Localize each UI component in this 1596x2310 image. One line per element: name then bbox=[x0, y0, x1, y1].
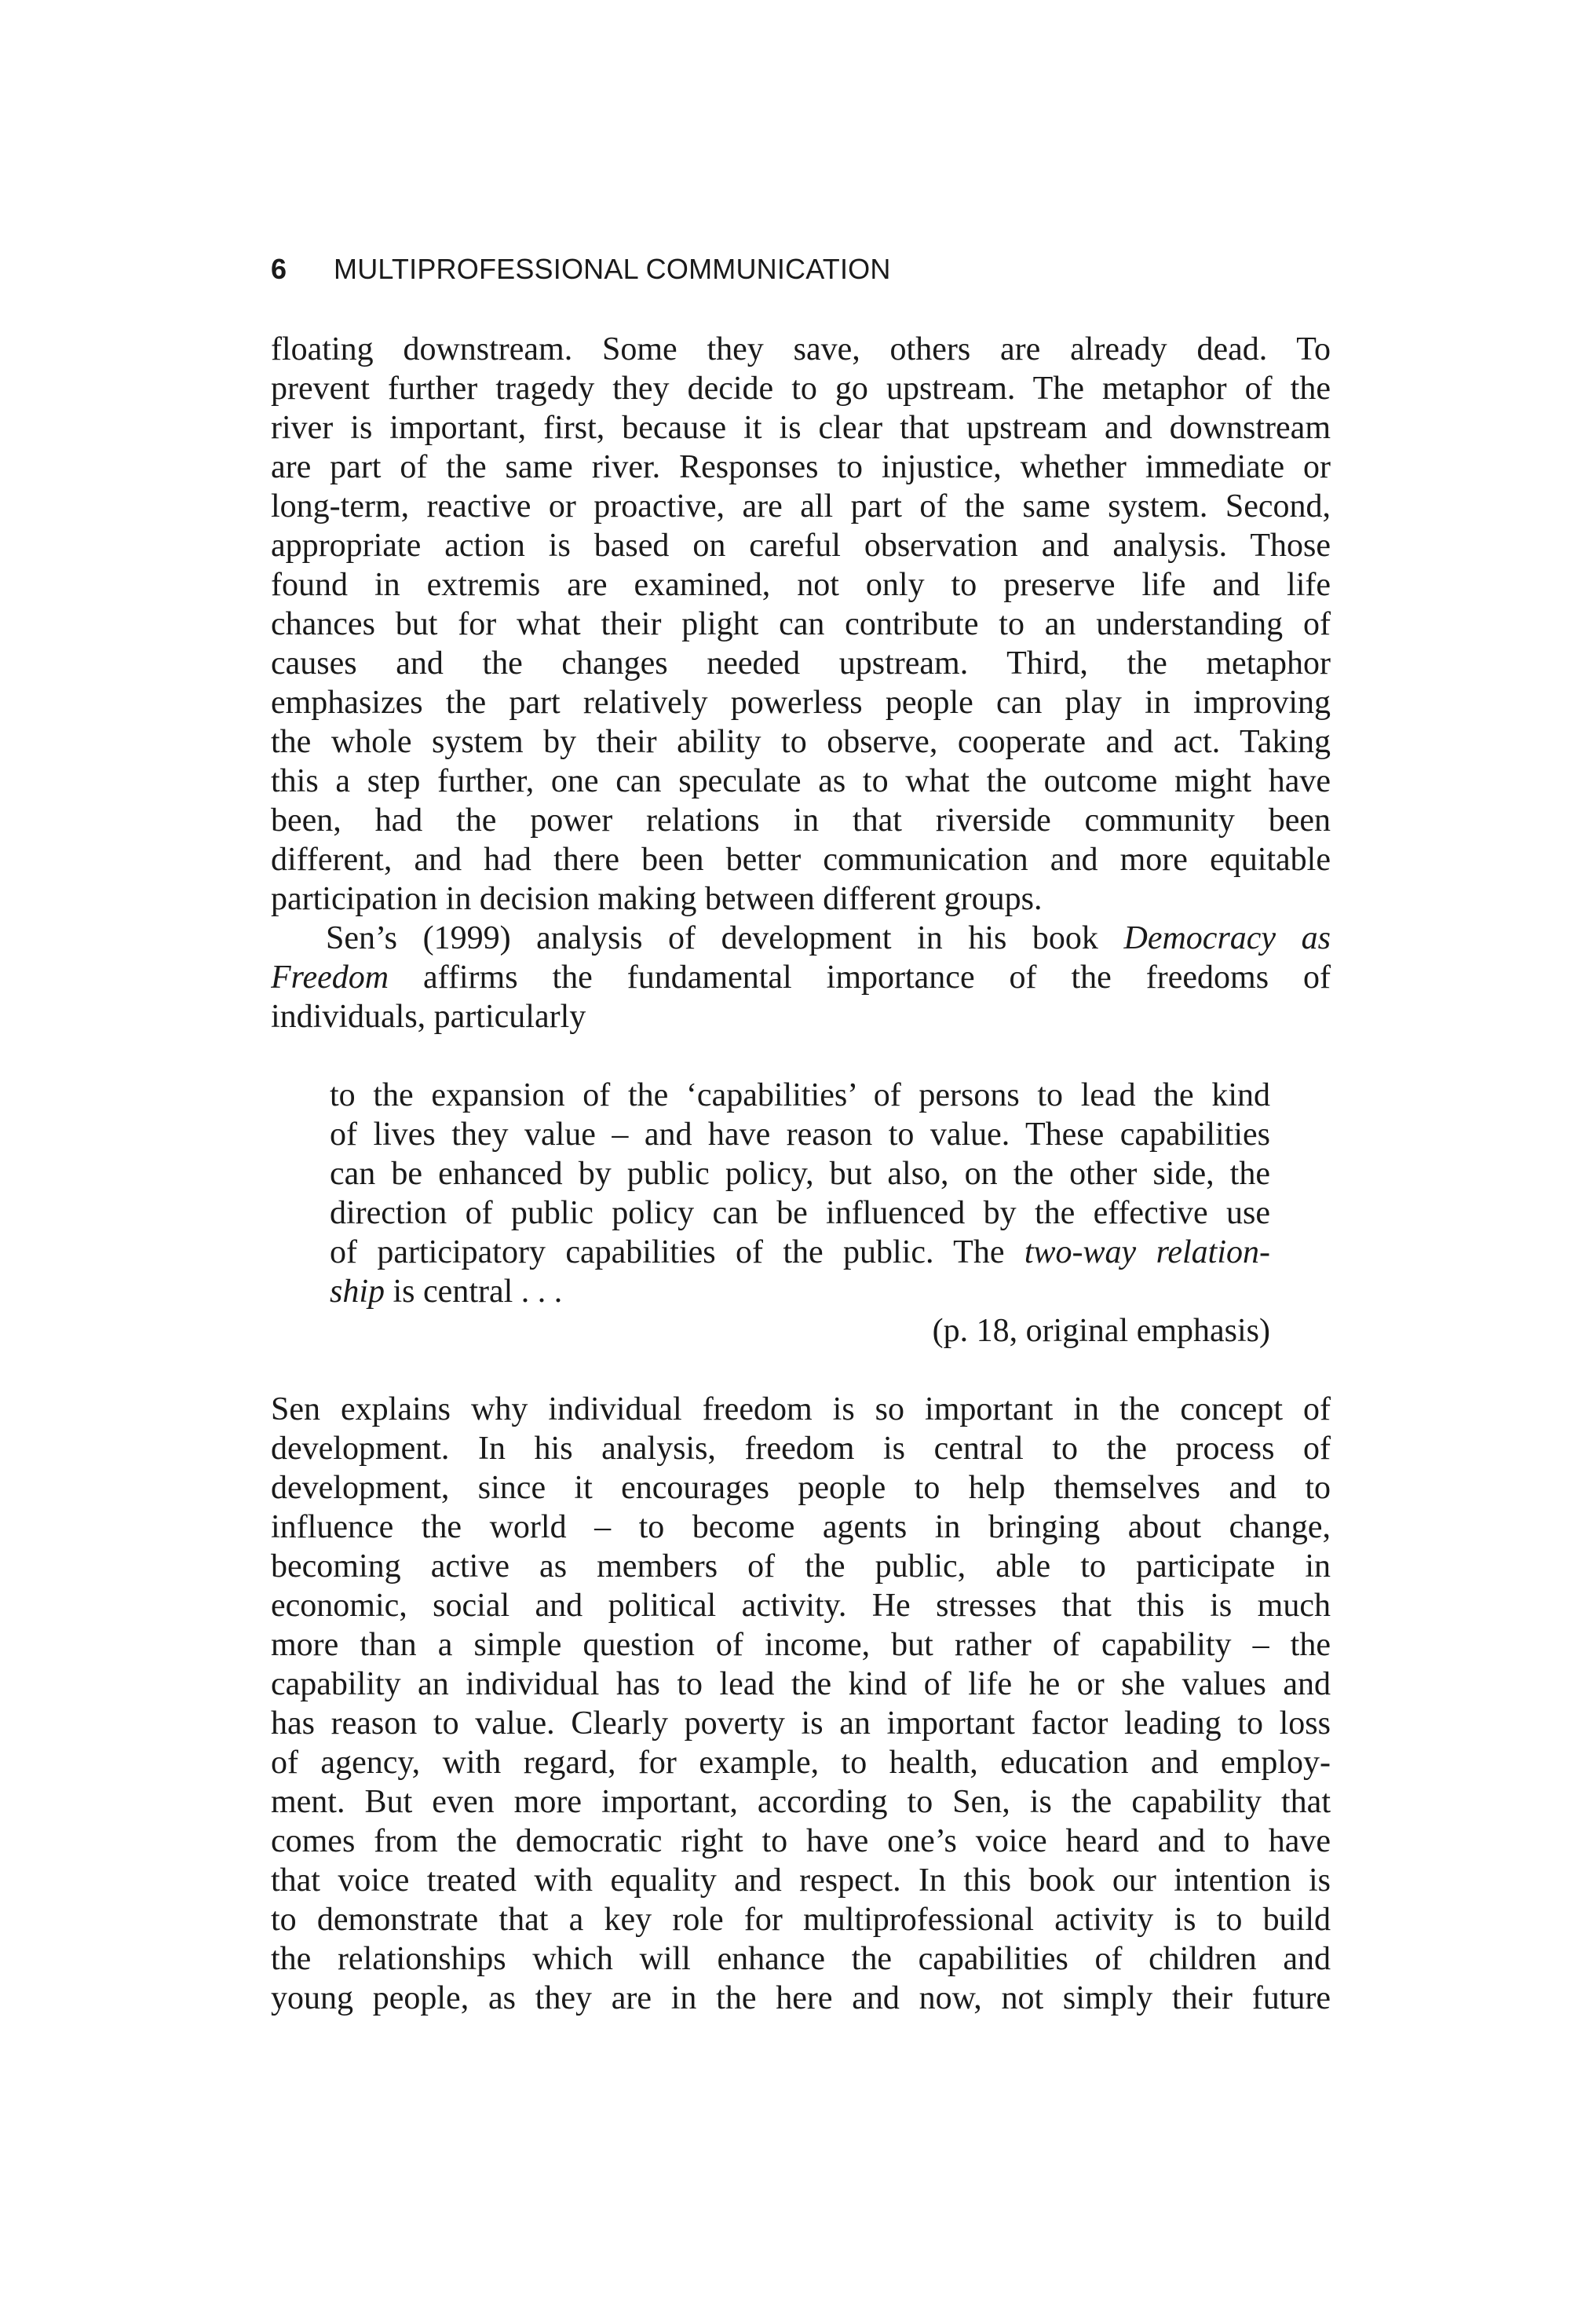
quote-line: of lives they value – and have reason to value. These capabilities bbox=[330, 1117, 1270, 1153]
text-line: to demonstrate that a key role for multiprofessional activity is to build bbox=[271, 1902, 1331, 1938]
body-text-bottom bbox=[271, 1390, 1331, 2018]
block-quote bbox=[330, 1076, 1270, 1351]
text-line: influence the world – to become agents in bringing about change, bbox=[271, 1509, 1331, 1545]
text-run: Sen’s (1999) analysis of development in his book bbox=[326, 920, 1124, 956]
text-line: different, and had there been better communication and more equitable bbox=[271, 842, 1331, 878]
emphasis: two-way relation- bbox=[1024, 1234, 1270, 1270]
text-line: participation in decision making between different groups. bbox=[271, 881, 1043, 917]
emphasis: ship bbox=[330, 1274, 385, 1310]
text-line: comes from the democratic right to have one’s voice heard and to have bbox=[271, 1823, 1331, 1859]
text-run: affirms the fundamental importance of the freedoms of bbox=[389, 959, 1331, 996]
text-line: long-term, reactive or proactive, are all part of the same system. Second, bbox=[271, 488, 1331, 525]
paragraph-sen-intro bbox=[271, 919, 1331, 1036]
body-text-top bbox=[271, 330, 1331, 1036]
text-run: is central . . . bbox=[385, 1274, 563, 1310]
text-line: prevent further tragedy they decide to go upstream. The metaphor of the bbox=[271, 371, 1331, 407]
text-line: economic, social and political activity. He stresses that this is much bbox=[271, 1588, 1331, 1624]
text-line: causes and the changes needed upstream. Third, the metaphor bbox=[271, 645, 1331, 682]
text-line: has reason to value. Clearly poverty is an important factor leading to loss bbox=[271, 1705, 1331, 1742]
text-line: development, since it encourages people to help themselves and to bbox=[271, 1470, 1331, 1506]
quote-line: direction of public policy can be influenced by the effective use bbox=[330, 1195, 1270, 1231]
quote-line: to the expansion of the ‘capabilities’ of persons to lead the kind bbox=[330, 1077, 1270, 1113]
text-line: chances but for what their plight can contribute to an understanding of bbox=[271, 606, 1331, 642]
text-line: river is important, first, because it is clear that upstream and downstream bbox=[271, 410, 1331, 446]
text-line: becoming active as members of the public, able to participate in bbox=[271, 1548, 1331, 1584]
text-line: the whole system by their ability to observe, cooperate and act. Taking bbox=[271, 724, 1331, 760]
text-line: been, had the power relations in that riverside community been bbox=[271, 802, 1331, 839]
running-title: MULTIPROFESSIONAL COMMUNICATION bbox=[334, 253, 891, 285]
book-title-part: Freedom bbox=[271, 959, 389, 996]
text-line: appropriate action is based on careful observation and analysis. Those bbox=[271, 528, 1331, 564]
quote-line bbox=[330, 1233, 1270, 1272]
text-line: ment. But even more important, according to Sen, is the capability that bbox=[271, 1784, 1331, 1820]
quote-citation: (p. 18, original emphasis) bbox=[932, 1313, 1270, 1349]
text-line bbox=[271, 958, 1331, 997]
text-line: individuals, particularly bbox=[271, 999, 586, 1035]
text-line: of agency, with regard, for example, to health, education and employ- bbox=[271, 1745, 1331, 1781]
text-line: more than a simple question of income, but rather of capability – the bbox=[271, 1627, 1331, 1663]
text-line: emphasizes the part relatively powerless people can play in improving bbox=[271, 685, 1331, 721]
quote-line bbox=[330, 1272, 1270, 1311]
text-line: that voice treated with equality and respect. In this book our intention is bbox=[271, 1862, 1331, 1899]
text-line: are part of the same river. Responses to injustice, whether immediate or bbox=[271, 449, 1331, 485]
text-line bbox=[271, 919, 1331, 958]
paragraph-river-metaphor bbox=[271, 330, 1331, 919]
text-line: this a step further, one can speculate as to what the outcome might have bbox=[271, 763, 1331, 799]
book-title-part: Democracy as bbox=[1123, 920, 1331, 956]
paragraph-sen-explains bbox=[271, 1390, 1331, 2018]
text-line: the relationships which will enhance the capabilities of children and bbox=[271, 1941, 1331, 1977]
text-line: capability an individual has to lead the kind of life he or she values and bbox=[271, 1666, 1331, 1702]
text-line: floating downstream. Some they save, others are already dead. To bbox=[271, 331, 1331, 367]
text-line: young people, as they are in the here and now, not simply their future bbox=[271, 1980, 1331, 2016]
text-line: found in extremis are examined, not only to preserve life and life bbox=[271, 567, 1331, 603]
quote-line: can be enhanced by public policy, but also, on the other side, the bbox=[330, 1156, 1270, 1192]
text-line: development. In his analysis, freedom is central to the process of bbox=[271, 1431, 1331, 1467]
text-line: Sen explains why individual freedom is so important in the concept of bbox=[271, 1391, 1331, 1427]
page-number: 6 bbox=[271, 253, 287, 285]
running-header bbox=[271, 250, 891, 289]
text-run: of participatory capabilities of the public. The bbox=[330, 1234, 1024, 1270]
